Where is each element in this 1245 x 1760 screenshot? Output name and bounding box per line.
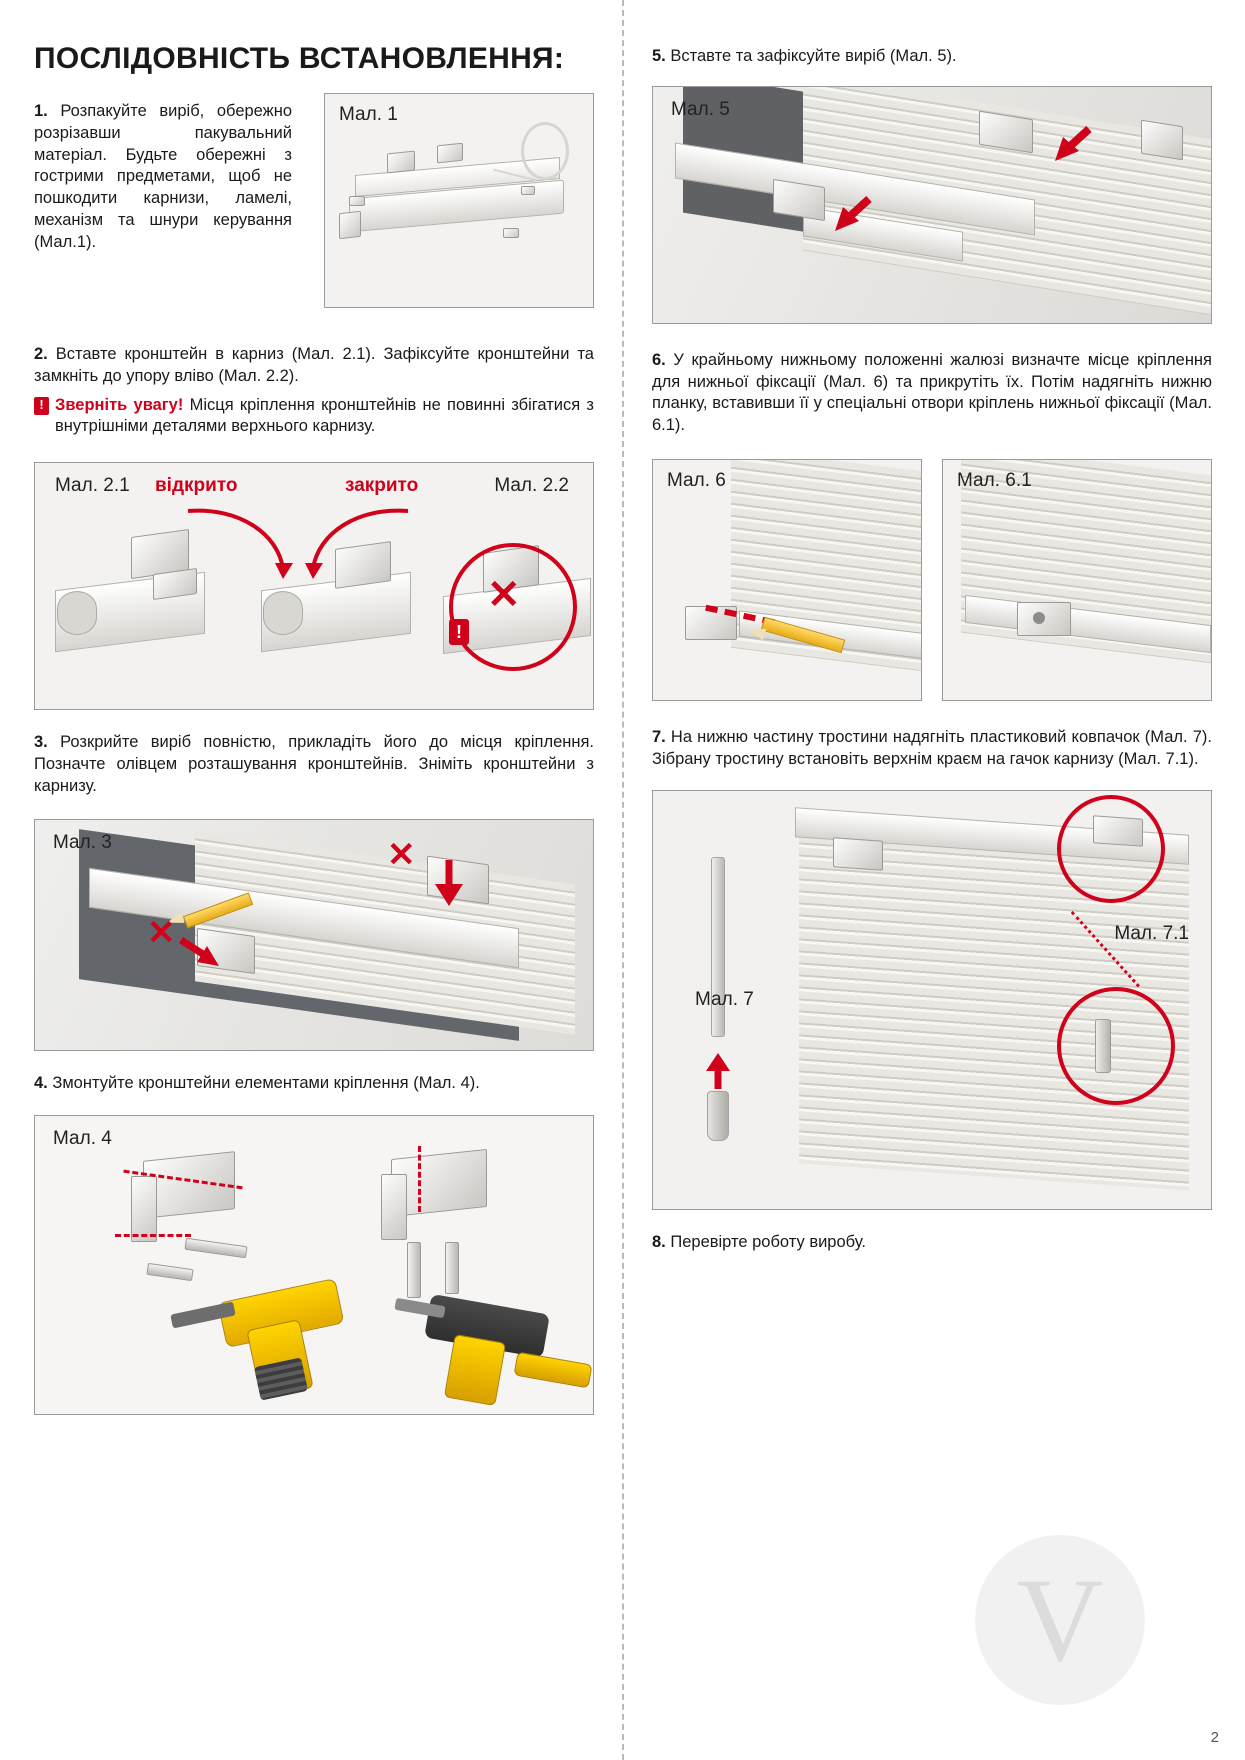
step-8-number: 8. bbox=[652, 1233, 666, 1252]
figure-4-label: Мал. 4 bbox=[53, 1128, 112, 1150]
step-1-number: 1. bbox=[34, 102, 48, 120]
step-2-warning-paragraph bbox=[55, 395, 594, 439]
figure-5-label: Мал. 5 bbox=[671, 98, 730, 120]
fig7-1-circle-top bbox=[1057, 795, 1165, 903]
fig4-screw-left bbox=[184, 1238, 247, 1259]
fig1-screw-b bbox=[503, 228, 519, 238]
step-8-text: Перевірте роботу виробу. bbox=[670, 1233, 866, 1252]
figure-7-1-label: Мал. 7.1 bbox=[1114, 923, 1189, 945]
step-7-paragraph bbox=[652, 727, 1212, 771]
fig1-endcap bbox=[339, 211, 361, 239]
fig7-1-circle-bottom bbox=[1057, 987, 1175, 1105]
fig7-arrow-up bbox=[703, 1053, 733, 1089]
figure-4 bbox=[34, 1115, 594, 1415]
page-title: ПОСЛІДОВНІСТЬ ВСТАНОВЛЕННЯ: bbox=[34, 42, 565, 75]
figure-6-1-label: Мал. 6.1 bbox=[957, 469, 1032, 491]
fig3-arrow-left bbox=[175, 932, 225, 974]
fig1-screw-a bbox=[349, 196, 365, 206]
fig5-arrow-left bbox=[829, 195, 881, 245]
step-4-text: Змонтуйте кронштейни елементами кріплення (Мал. 4). bbox=[52, 1074, 480, 1093]
tag-closed-label: закрито bbox=[345, 475, 419, 497]
fig1-screw-c bbox=[521, 186, 535, 195]
step-4-paragraph bbox=[34, 1073, 594, 1095]
tag-open-label: відкрито bbox=[155, 475, 238, 497]
fig7-1-hook-detail bbox=[1095, 1019, 1111, 1073]
fig3-cross-top: ✕ bbox=[387, 836, 416, 875]
fig3-cross-left: ✕ bbox=[147, 914, 176, 953]
step-7-number: 7. bbox=[652, 727, 666, 746]
fig4-screw-right-2 bbox=[445, 1242, 459, 1294]
fig4-drill-right bbox=[387, 1298, 587, 1410]
warning-icon: ! bbox=[34, 397, 49, 415]
figure-6-1 bbox=[942, 459, 1212, 701]
fig4-dash-left-2 bbox=[115, 1234, 191, 1237]
step-5-paragraph bbox=[652, 46, 1212, 68]
step-2-paragraph bbox=[34, 344, 594, 388]
fig2-arrow-closed bbox=[303, 505, 413, 585]
step-4-text-block bbox=[34, 1073, 594, 1095]
step-3-number: 3. bbox=[34, 733, 48, 752]
watermark-letter: V bbox=[1016, 1553, 1104, 1686]
warning-strong-text: Зверніть увагу! bbox=[55, 395, 184, 414]
fig3-arrow-top bbox=[429, 860, 469, 910]
step-5-text-block bbox=[652, 46, 1212, 68]
step-1-text: Розпакуйте виріб, обережно розрізавши пакувальний матеріал. Будьте обережні з гострими предметами, щоб не пошкодити карнизи, ламелі, механізм та шнури керування (Мал.1). bbox=[34, 102, 292, 251]
figure-2-1-label: Мал. 2.1 bbox=[55, 475, 130, 497]
fig4-drill-left bbox=[161, 1290, 351, 1402]
figure-6-label: Мал. 6 bbox=[667, 469, 726, 491]
fig1-bracket-b bbox=[437, 143, 463, 164]
figure-3-label: Мал. 3 bbox=[53, 832, 112, 854]
fig2-alert-badge bbox=[449, 619, 469, 645]
fig2-rail-left-end bbox=[57, 591, 97, 635]
figure-3 bbox=[34, 819, 594, 1051]
fig5-arrow-right bbox=[1049, 125, 1101, 175]
step-2-text-block bbox=[34, 344, 594, 438]
step-6-text-block bbox=[652, 350, 1212, 437]
fig2-alert-mark: ! bbox=[456, 622, 462, 643]
left-column bbox=[34, 0, 594, 1415]
fig2-arrow-open bbox=[183, 505, 293, 585]
step-3-text: Розкрийте виріб повністю, прикладіть його до місця кріплення. Позначте олівцем розташування кронштейнів. Зніміть кронштейни з карнизу. bbox=[34, 733, 594, 795]
warning-text: Місця кріплення кронштейнів не повинні збігатися з внутрішніми деталями верхнього карнизу. bbox=[55, 395, 594, 436]
watermark-logo bbox=[975, 1535, 1145, 1705]
fig1-bracket-a bbox=[387, 151, 415, 174]
step-2-number: 2. bbox=[34, 345, 48, 363]
step-6-text: У крайньому нижньому положенні жалюзі визначте місце кріплення для нижньої фіксації (Мал. 6) та прикрутіть їх. Потім надягніть нижню планку, вставивши її у спеціальні отвори кріплень нижньої фіксації (Мал. 6.1). bbox=[652, 350, 1212, 435]
step-8-paragraph bbox=[652, 1232, 1212, 1254]
step-3-paragraph bbox=[34, 732, 594, 797]
fig4-bracket-right-wing bbox=[381, 1174, 407, 1240]
step-5-number: 5. bbox=[652, 47, 666, 65]
fig5-bracket-far-right bbox=[1141, 119, 1183, 160]
fig2-rail-mid-end bbox=[263, 591, 303, 635]
fig6-1-fixation-hole bbox=[1033, 612, 1045, 624]
step-8-text-block bbox=[652, 1232, 1212, 1254]
step-1-paragraph bbox=[34, 101, 292, 253]
fig1-cord-loop bbox=[521, 122, 569, 180]
step-5-text: Вставте та зафіксуйте виріб (Мал. 5). bbox=[670, 47, 957, 65]
fig7-wand-cap bbox=[707, 1091, 729, 1141]
step-7-text-block bbox=[652, 727, 1212, 771]
page-number: 2 bbox=[1210, 1729, 1219, 1746]
fig4-bracket-left-wing bbox=[131, 1176, 157, 1242]
figure-2-2-label: Мал. 2.2 bbox=[494, 475, 569, 497]
figure-7 bbox=[652, 790, 1212, 1210]
figure-6 bbox=[652, 459, 922, 701]
step-2-text: Вставте кронштейн в карниз (Мал. 2.1). Зафіксуйте кронштейни та замкніть до упору вліво (Мал. 2.2). bbox=[34, 345, 594, 385]
column-divider bbox=[622, 0, 624, 1760]
step-4-number: 4. bbox=[34, 1074, 48, 1093]
step-6-number: 6. bbox=[652, 350, 666, 369]
step-6-paragraph bbox=[652, 350, 1212, 437]
fig4-screw-right bbox=[407, 1242, 421, 1298]
fig2-cross-mark: ✕ bbox=[487, 573, 521, 618]
figure-1 bbox=[324, 93, 594, 308]
step-2-warning bbox=[34, 395, 594, 439]
fig7-bracket-left bbox=[833, 838, 883, 871]
right-column bbox=[652, 0, 1212, 1254]
figure-1-label: Мал. 1 bbox=[339, 104, 398, 125]
fig4-screw-left-2 bbox=[146, 1263, 193, 1281]
fig4-dash-right bbox=[418, 1146, 421, 1212]
figure-7-label: Мал. 7 bbox=[695, 989, 754, 1011]
figure-2 bbox=[34, 462, 594, 710]
step-3-text-block bbox=[34, 732, 594, 797]
figure-5 bbox=[652, 86, 1212, 324]
step-1-text-block bbox=[34, 101, 292, 253]
step-7-text: На нижню частину тростини надягніть пластиковий ковпачок (Мал. 7). Зібрану тростину встановіть верхнім краєм на гачок карнизу (Мал. 7.1). bbox=[652, 727, 1212, 768]
